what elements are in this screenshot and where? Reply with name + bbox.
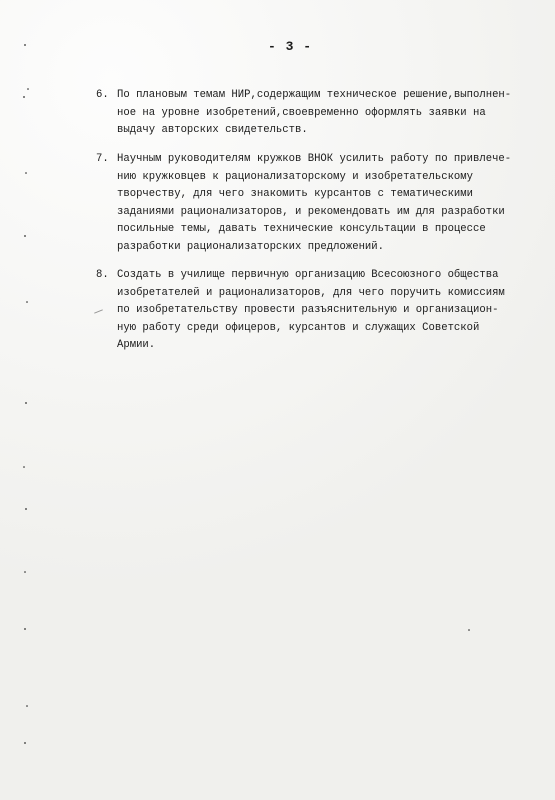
text-line: изобретателей и рационализаторов, для чего поручить комиссиям: [117, 286, 505, 299]
text-line: ное на уровне изобретений,своевременно оформлять заявки на: [117, 106, 486, 119]
text-line: разработки рационализаторских предложений.: [117, 240, 385, 253]
scan-speck: [23, 96, 25, 98]
scan-speck: [24, 628, 26, 630]
item-number: 6.: [96, 89, 109, 101]
item-number: 7.: [96, 153, 109, 165]
pen-mark: [94, 309, 103, 313]
scan-speck: [24, 44, 26, 46]
text-line: выдачу авторских свидетельств.: [117, 124, 308, 136]
scan-speck: [468, 629, 470, 631]
text-line: нию кружковцев к рационализаторскому и изобретательскому: [117, 170, 474, 183]
page-number: - 3 -: [268, 39, 313, 54]
text-line: по изобретательству провести разъяснительную и организацион-: [117, 304, 499, 316]
text-line: Армии.: [117, 339, 156, 351]
scan-speck: [24, 571, 26, 573]
scan-speck: [23, 466, 25, 468]
scan-speck: [26, 705, 28, 707]
scan-speck: [25, 402, 27, 404]
text-line: посильные темы, давать технические консультации в процессе: [117, 223, 486, 235]
scan-speck: [25, 172, 27, 174]
item-text: [117, 151, 527, 256]
scan-speck: [27, 88, 29, 90]
text-line: Научным руководителям кружков ВНОК усилить работу по привлече-: [117, 153, 512, 165]
scan-speck: [26, 301, 28, 303]
text-line: заданиями рационализаторов, и рекомендовать им для разработки: [117, 205, 505, 218]
text-line: творчеству, для чего знакомить курсантов с тематическими: [117, 188, 474, 200]
item-text: [117, 267, 527, 355]
scan-speck: [25, 508, 27, 510]
scan-speck: [24, 742, 26, 744]
scan-speck: [24, 235, 26, 237]
item-number: 8.: [96, 269, 109, 281]
text-line: ную работу среди офицеров, курсантов и служащих Советской: [117, 321, 480, 334]
item-text: [117, 87, 527, 140]
text-line: Создать в училище первичную организацию Всесоюзного общества: [117, 269, 499, 281]
text-line: По плановым темам НИР,содержащим техническое решение,выполнен-: [117, 89, 512, 101]
